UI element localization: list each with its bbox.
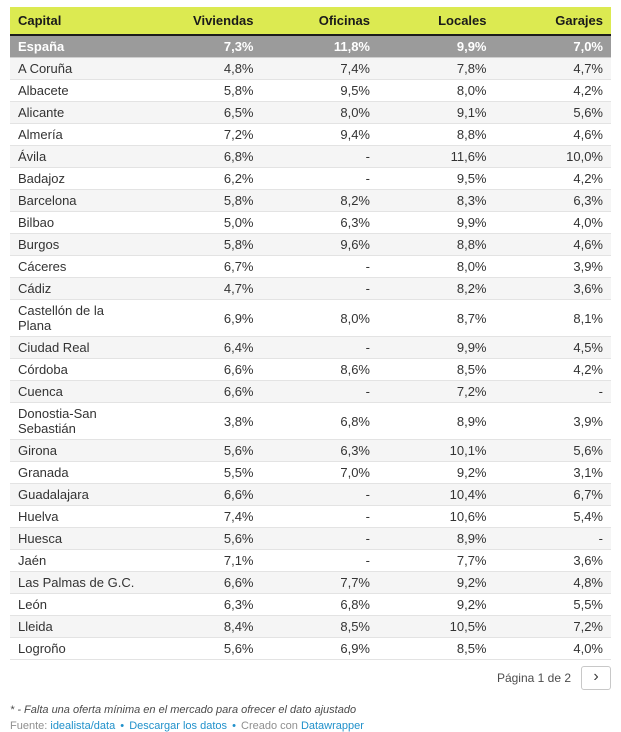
value-cell: 7,4% <box>145 506 262 528</box>
value-cell: 6,3% <box>262 440 379 462</box>
chevron-right-icon: › <box>593 668 599 685</box>
value-cell: 9,9% <box>378 212 495 234</box>
value-cell: 6,7% <box>495 484 612 506</box>
table-row <box>10 528 611 550</box>
capital-cell: Jaén <box>10 550 145 572</box>
value-cell: 11,6% <box>378 146 495 168</box>
value-cell: - <box>262 528 379 550</box>
header-row <box>10 7 611 35</box>
table-row <box>10 278 611 300</box>
value-cell: 8,9% <box>378 403 495 440</box>
value-cell: 9,5% <box>262 80 379 102</box>
table-row <box>10 102 611 124</box>
table-row <box>10 58 611 80</box>
value-cell: 10,5% <box>378 616 495 638</box>
source-link[interactable]: idealista/data <box>50 720 116 732</box>
value-cell: 9,2% <box>378 572 495 594</box>
value-cell: 6,3% <box>262 212 379 234</box>
capital-cell: Lleida <box>10 616 145 638</box>
value-cell: 3,1% <box>495 462 612 484</box>
value-cell: - <box>262 256 379 278</box>
table-row <box>10 190 611 212</box>
capital-cell: León <box>10 594 145 616</box>
value-cell: 5,5% <box>495 594 612 616</box>
column-header-locales: Locales <box>378 7 495 35</box>
value-cell: 6,6% <box>145 572 262 594</box>
capital-cell: Albacete <box>10 80 145 102</box>
table-row <box>10 462 611 484</box>
value-cell: 10,0% <box>495 146 612 168</box>
value-cell: 6,8% <box>262 594 379 616</box>
value-cell: 4,5% <box>495 337 612 359</box>
table-row <box>10 572 611 594</box>
capital-cell: Huesca <box>10 528 145 550</box>
value-cell: 6,5% <box>145 102 262 124</box>
capital-cell: Las Palmas de G.C. <box>10 572 145 594</box>
next-page-button[interactable] <box>581 666 611 690</box>
value-cell: 5,6% <box>145 528 262 550</box>
value-cell: 4,0% <box>495 638 612 660</box>
value-cell: 4,7% <box>495 58 612 80</box>
table-row <box>10 594 611 616</box>
table-row <box>10 337 611 359</box>
value-cell: 6,9% <box>145 300 262 337</box>
value-cell: 3,9% <box>495 403 612 440</box>
capital-cell: Huelva <box>10 506 145 528</box>
capital-cell: Logroño <box>10 638 145 660</box>
table-row <box>10 80 611 102</box>
value-cell: 4,8% <box>495 572 612 594</box>
value-cell: 7,3% <box>145 35 262 58</box>
footnote: * - Falta una oferta mínima en el mercado para ofrecer el dato ajustado <box>10 704 357 716</box>
value-cell: 8,0% <box>378 80 495 102</box>
value-cell: - <box>495 381 612 403</box>
value-cell: 9,5% <box>378 168 495 190</box>
source-label: Fuente: <box>10 720 48 732</box>
separator-dot: • <box>120 720 125 732</box>
capital-cell: Cuenca <box>10 381 145 403</box>
value-cell: 6,7% <box>145 256 262 278</box>
capital-cell: Ávila <box>10 146 145 168</box>
value-cell: 4,8% <box>145 58 262 80</box>
capital-cell: A Coruña <box>10 58 145 80</box>
value-cell: 8,2% <box>378 278 495 300</box>
value-cell: 10,6% <box>378 506 495 528</box>
value-cell: 3,8% <box>145 403 262 440</box>
table-row <box>10 124 611 146</box>
value-cell: 4,7% <box>145 278 262 300</box>
pagination <box>10 666 611 690</box>
value-cell: 7,1% <box>145 550 262 572</box>
value-cell: 5,8% <box>145 234 262 256</box>
table-row <box>10 256 611 278</box>
value-cell: 8,1% <box>495 300 612 337</box>
value-cell: 9,2% <box>378 594 495 616</box>
table-row <box>10 440 611 462</box>
value-cell: 8,8% <box>378 234 495 256</box>
data-table <box>10 7 611 660</box>
summary-row <box>10 35 611 58</box>
value-cell: 7,8% <box>378 58 495 80</box>
value-cell: 6,6% <box>145 381 262 403</box>
value-cell: 5,8% <box>145 80 262 102</box>
table-row <box>10 484 611 506</box>
value-cell: 5,6% <box>145 638 262 660</box>
table-row <box>10 168 611 190</box>
value-cell: 3,6% <box>495 278 612 300</box>
value-cell: 8,5% <box>262 616 379 638</box>
table-row <box>10 550 611 572</box>
column-header-oficinas: Oficinas <box>262 7 379 35</box>
value-cell: 6,2% <box>145 168 262 190</box>
column-header-capital: Capital <box>10 7 145 35</box>
value-cell: 7,0% <box>262 462 379 484</box>
source-line <box>10 720 611 732</box>
table-row <box>10 300 611 337</box>
value-cell: 8,5% <box>378 638 495 660</box>
value-cell: 6,3% <box>495 190 612 212</box>
table-body <box>10 35 611 660</box>
value-cell: 9,2% <box>378 462 495 484</box>
value-cell: 7,4% <box>262 58 379 80</box>
value-cell: 4,2% <box>495 359 612 381</box>
value-cell: 4,6% <box>495 124 612 146</box>
value-cell: 5,6% <box>495 440 612 462</box>
value-cell: 11,8% <box>262 35 379 58</box>
value-cell: 8,4% <box>145 616 262 638</box>
column-header-viviendas: Viviendas <box>145 7 262 35</box>
value-cell: - <box>262 484 379 506</box>
capital-cell: Girona <box>10 440 145 462</box>
capital-cell: Cádiz <box>10 278 145 300</box>
value-cell: 8,2% <box>262 190 379 212</box>
table-row <box>10 616 611 638</box>
capital-cell: Córdoba <box>10 359 145 381</box>
value-cell: 4,0% <box>495 212 612 234</box>
value-cell: 8,7% <box>378 300 495 337</box>
value-cell: 5,0% <box>145 212 262 234</box>
value-cell: 9,6% <box>262 234 379 256</box>
capital-cell: Barcelona <box>10 190 145 212</box>
capital-cell: Badajoz <box>10 168 145 190</box>
created-with-label: Creado con <box>241 720 298 732</box>
value-cell: - <box>495 528 612 550</box>
value-cell: 8,8% <box>378 124 495 146</box>
value-cell: 9,9% <box>378 337 495 359</box>
value-cell: 5,6% <box>495 102 612 124</box>
value-cell: 7,2% <box>378 381 495 403</box>
value-cell: 10,1% <box>378 440 495 462</box>
value-cell: 6,9% <box>262 638 379 660</box>
capital-cell: Guadalajara <box>10 484 145 506</box>
value-cell: 5,4% <box>495 506 612 528</box>
value-cell: 7,0% <box>495 35 612 58</box>
capital-cell: Granada <box>10 462 145 484</box>
table-row <box>10 212 611 234</box>
value-cell: 9,4% <box>262 124 379 146</box>
value-cell: 5,6% <box>145 440 262 462</box>
pagination-label: Página 1 de 2 <box>496 671 571 685</box>
value-cell: 7,2% <box>495 616 612 638</box>
capital-cell: Burgos <box>10 234 145 256</box>
table-row <box>10 638 611 660</box>
value-cell: 6,8% <box>145 146 262 168</box>
table-row <box>10 403 611 440</box>
separator-dot: • <box>232 720 236 732</box>
capital-cell: Almería <box>10 124 145 146</box>
capital-cell: Castellón de la Plana <box>10 300 145 337</box>
value-cell: - <box>262 506 379 528</box>
value-cell: 9,1% <box>378 102 495 124</box>
table-row <box>10 506 611 528</box>
value-cell: 6,8% <box>262 403 379 440</box>
value-cell: 9,9% <box>378 35 495 58</box>
value-cell: 7,7% <box>378 550 495 572</box>
value-cell: 6,6% <box>145 484 262 506</box>
value-cell: 8,5% <box>378 359 495 381</box>
value-cell: - <box>262 381 379 403</box>
value-cell: - <box>262 168 379 190</box>
value-cell: 10,4% <box>378 484 495 506</box>
value-cell: 6,6% <box>145 359 262 381</box>
table-row <box>10 359 611 381</box>
value-cell: 7,7% <box>262 572 379 594</box>
value-cell: - <box>262 550 379 572</box>
value-cell: 6,3% <box>145 594 262 616</box>
download-data-link[interactable]: Descargar los datos <box>129 720 228 732</box>
table-row <box>10 234 611 256</box>
capital-cell: Alicante <box>10 102 145 124</box>
datawrapper-link[interactable]: Datawrapper <box>300 720 364 732</box>
value-cell: - <box>262 146 379 168</box>
capital-cell: Cáceres <box>10 256 145 278</box>
capital-cell: Ciudad Real <box>10 337 145 359</box>
table-row <box>10 381 611 403</box>
value-cell: - <box>262 278 379 300</box>
table-row <box>10 146 611 168</box>
value-cell: 5,8% <box>145 190 262 212</box>
capital-cell: España <box>10 35 145 58</box>
capital-cell: Bilbao <box>10 212 145 234</box>
value-cell: 8,6% <box>262 359 379 381</box>
value-cell: 8,0% <box>262 102 379 124</box>
value-cell: 8,0% <box>378 256 495 278</box>
value-cell: 8,9% <box>378 528 495 550</box>
capital-cell: Donostia-San Sebastián <box>10 403 145 440</box>
value-cell: 5,5% <box>145 462 262 484</box>
value-cell: 4,2% <box>495 80 612 102</box>
value-cell: 4,6% <box>495 234 612 256</box>
value-cell: - <box>262 337 379 359</box>
value-cell: 7,2% <box>145 124 262 146</box>
value-cell: 8,0% <box>262 300 379 337</box>
value-cell: 3,6% <box>495 550 612 572</box>
value-cell: 3,9% <box>495 256 612 278</box>
value-cell: 4,2% <box>495 168 612 190</box>
column-header-garajes: Garajes <box>495 7 612 35</box>
value-cell: 6,4% <box>145 337 262 359</box>
value-cell: 8,3% <box>378 190 495 212</box>
